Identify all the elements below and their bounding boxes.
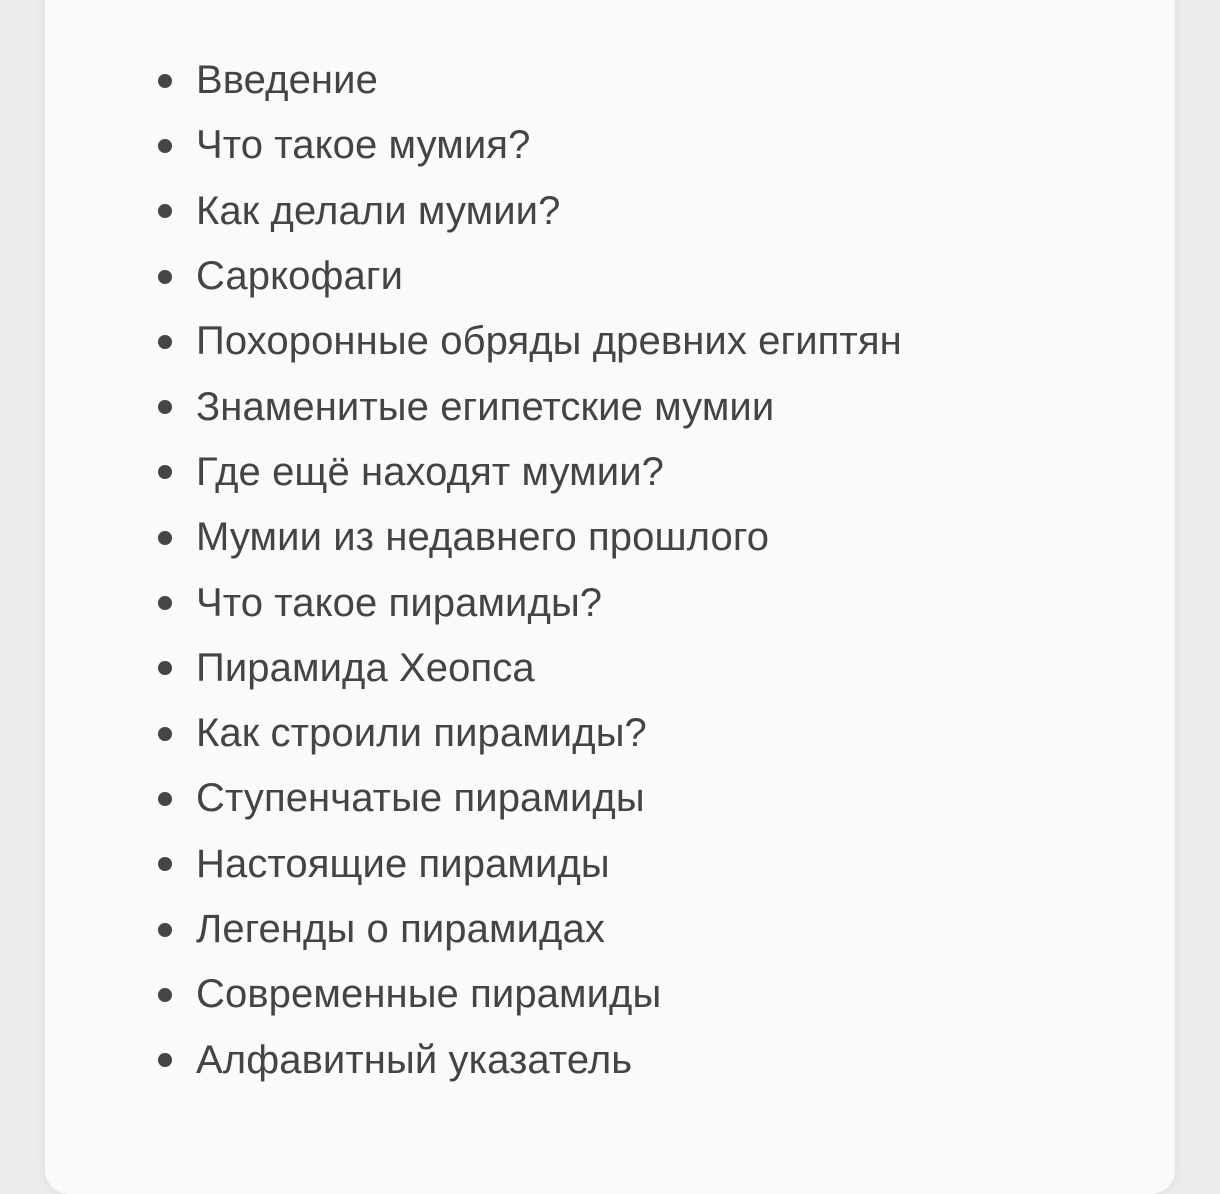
toc-item-label[interactable]: Как делали мумии? (196, 188, 561, 233)
bullet-icon (158, 988, 172, 1002)
bullet-icon (158, 1053, 172, 1067)
bullet-icon (158, 139, 172, 153)
toc-item-label[interactable]: Современные пирамиды (196, 972, 662, 1017)
toc-item-label[interactable]: Ступенчатые пирамиды (196, 776, 645, 821)
toc-item-label[interactable]: Как строили пирамиды? (196, 711, 647, 756)
toc-item-label[interactable]: Мумии из недавнего прошлого (196, 515, 770, 560)
toc-item-label[interactable]: Знаменитые египетские мумии (196, 384, 775, 429)
toc-item-label[interactable]: Что такое пирамиды? (196, 580, 603, 625)
bullet-icon (158, 596, 172, 610)
toc-item-label[interactable]: Настоящие пирамиды (196, 841, 610, 886)
bullet-icon (158, 923, 172, 937)
bullet-icon (158, 270, 172, 284)
toc-item-label[interactable]: Что такое мумия? (196, 123, 531, 168)
toc-item-label[interactable]: Пирамида Хеопса (196, 645, 535, 690)
toc-item-label[interactable]: Введение (196, 58, 378, 103)
bullet-icon (158, 74, 172, 88)
bullet-icon (158, 531, 172, 545)
bullet-icon (158, 727, 172, 741)
toc-item-label[interactable]: Легенды о пирамидах (196, 907, 605, 951)
toc-item-label[interactable]: Похоронные обряды древних египтян (196, 319, 902, 364)
bullet-icon (158, 335, 172, 349)
bullet-icon (158, 792, 172, 806)
toc-item-label[interactable]: Где ещё находят мумии? (196, 449, 665, 494)
toc-item-label[interactable]: Алфавитный указатель (196, 1037, 633, 1082)
toc-item-label[interactable]: Саркофаги (196, 254, 404, 299)
